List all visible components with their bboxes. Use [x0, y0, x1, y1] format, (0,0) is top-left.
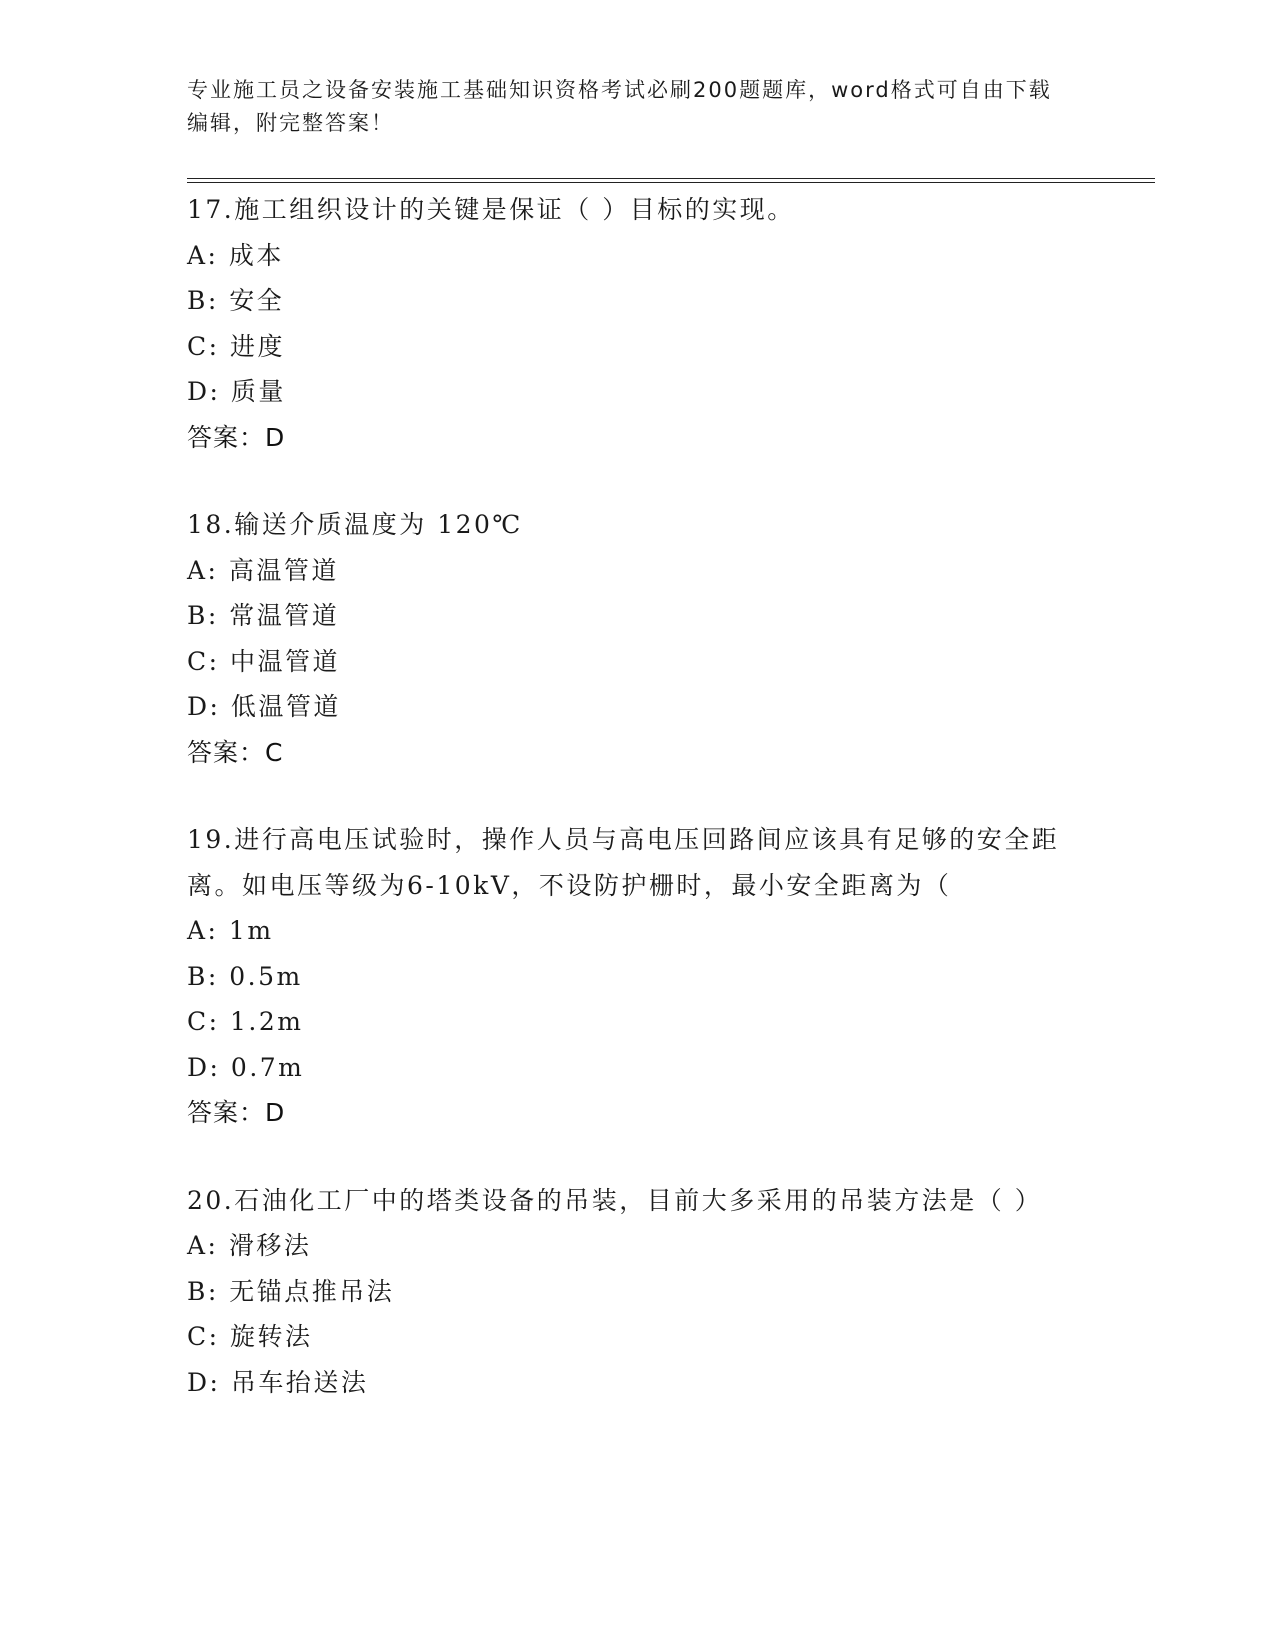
question-stem: 17.施工组织设计的关键是保证（ ）目标的实现。 [187, 195, 795, 224]
option-d: D: 吊车抬送法 [187, 1367, 369, 1397]
spacer [187, 460, 1087, 502]
option-d: D: 质量 [187, 377, 286, 406]
header-divider [187, 178, 1155, 183]
spacer [187, 775, 1087, 817]
question-17 [187, 187, 1087, 460]
document-header: 专业施工员之设备安装施工基础知识资格考试必刷200题题库，word格式可自由下载编辑，附完整答案！ [187, 78, 1052, 135]
question-18 [187, 502, 1087, 775]
option-b: B: 无锚点推吊法 [187, 1276, 395, 1306]
option-b: B: 安全 [187, 286, 285, 315]
answer-line: 答案：D [187, 1098, 286, 1127]
option-c: C: 旋转法 [187, 1322, 313, 1351]
option-a: A: 1m [187, 916, 274, 945]
question-stem: 18.输送介质温度为 120℃ [187, 510, 523, 539]
question-list [187, 187, 1087, 1405]
option-a: A: 成本 [187, 240, 284, 270]
option-b: B: 常温管道 [187, 601, 340, 630]
option-b: B: 0.5m [187, 961, 303, 991]
answer-line: 答案：C [187, 737, 284, 767]
answer-line: 答案：D [187, 422, 286, 452]
option-a: A: 滑移法 [187, 1231, 312, 1260]
option-c: C: 1.2m [187, 1007, 304, 1036]
question-19 [187, 817, 1087, 1136]
question-stem: 20.石油化工厂中的塔类设备的吊装，目前大多采用的吊装方法是（ ） [187, 1185, 1043, 1215]
option-c: C: 进度 [187, 331, 285, 361]
question-stem: 19.进行高电压试验时，操作人员与高电压回路间应该具有足够的安全距离。如电压等级为6-10kV，不设防护栅时，最小安全距离为（ [187, 825, 1060, 900]
option-c: C: 中温管道 [187, 646, 340, 676]
option-a: A: 高温管道 [187, 555, 339, 585]
option-d: D: 0.7m [187, 1052, 305, 1082]
question-20 [187, 1178, 1087, 1406]
spacer [187, 1136, 1087, 1178]
option-d: D: 低温管道 [187, 692, 341, 721]
